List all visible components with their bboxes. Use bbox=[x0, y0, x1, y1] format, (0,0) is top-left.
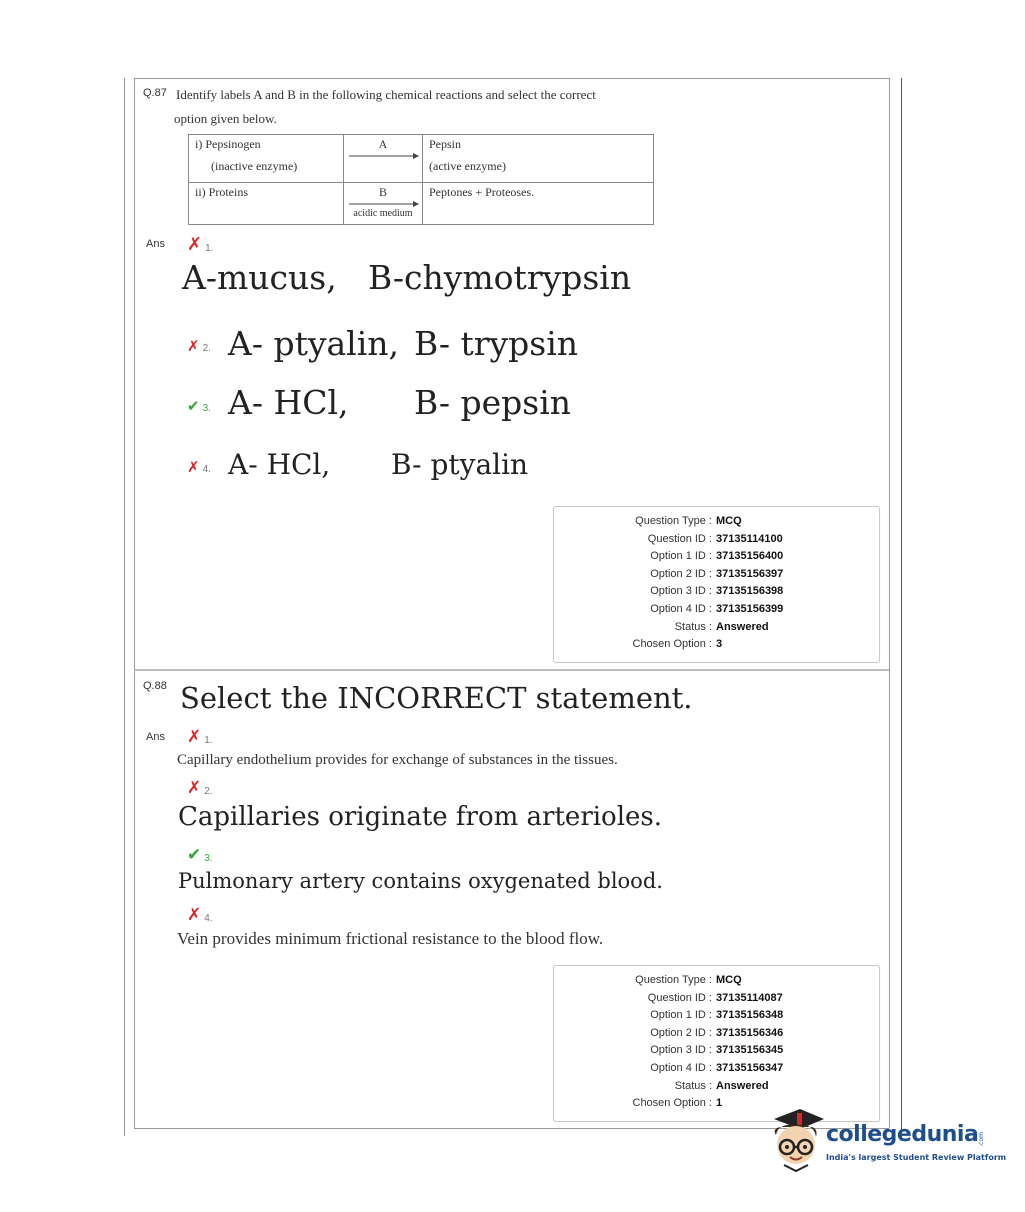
info-value: 37135156347 bbox=[716, 1062, 784, 1074]
reaction-1-arrow-icon bbox=[349, 152, 419, 160]
info-key: Question Type : bbox=[635, 974, 712, 986]
reaction-1-label: A bbox=[378, 137, 388, 151]
option-number: 2. bbox=[204, 786, 213, 797]
option-4-mark bbox=[187, 907, 213, 924]
info-value: 37135156397 bbox=[716, 567, 784, 580]
info-key: Chosen Option : bbox=[632, 638, 712, 651]
info-key: Question Type : bbox=[635, 515, 712, 527]
question-text-line2: option given below. bbox=[174, 111, 277, 126]
reaction-table bbox=[188, 134, 654, 225]
info-key: Option 4 ID : bbox=[650, 1062, 712, 1074]
option-3-mark bbox=[187, 847, 213, 864]
reaction-2-left-cell bbox=[189, 183, 344, 225]
option-number: 1. bbox=[205, 243, 214, 254]
reaction-1-right-cell bbox=[423, 135, 654, 183]
info-row bbox=[554, 1078, 879, 1096]
logo-suffix: .com bbox=[978, 1132, 986, 1147]
option-1-text: Capillary endothelium provides for exchange of substances in the tissues. bbox=[177, 752, 618, 768]
reaction-1-product-note: (active enzyme) bbox=[429, 159, 506, 173]
reaction-1-product: Pepsin bbox=[429, 137, 462, 151]
info-key: Option 1 ID : bbox=[650, 1009, 712, 1022]
reaction-2-condition: acidic medium bbox=[353, 208, 413, 219]
cross-icon: ✗ bbox=[187, 234, 203, 255]
info-key: Option 3 ID : bbox=[650, 585, 712, 598]
mascot-icon bbox=[766, 1105, 824, 1173]
reaction-2-arrow-icon bbox=[349, 200, 419, 208]
info-value: MCQ bbox=[716, 515, 742, 527]
reaction-2-label: B bbox=[378, 185, 387, 199]
answer-label: Ans bbox=[146, 731, 165, 743]
reaction-2-product: Peptones + Proteoses. bbox=[429, 185, 535, 199]
option-4-a: A- HCl, bbox=[228, 448, 331, 481]
info-row bbox=[554, 990, 879, 1008]
info-key: Status : bbox=[674, 620, 712, 633]
info-value: 37135114100 bbox=[716, 532, 783, 545]
option-number: 4. bbox=[204, 913, 213, 924]
frame-left bbox=[124, 78, 125, 1136]
info-key: Option 2 ID : bbox=[650, 567, 712, 580]
logo-wordmark bbox=[826, 1123, 985, 1147]
option-2-b: B- trypsin bbox=[414, 324, 579, 363]
cross-icon: ✗ bbox=[187, 905, 202, 925]
info-key: Question ID : bbox=[647, 991, 712, 1004]
info-value: Answered bbox=[716, 1079, 769, 1092]
option-4-mark bbox=[187, 460, 211, 475]
option-3-b: B- pepsin bbox=[414, 383, 572, 422]
info-key: Status : bbox=[674, 1079, 712, 1092]
cross-icon: ✗ bbox=[187, 778, 202, 798]
info-row bbox=[554, 548, 879, 566]
option-2-mark bbox=[187, 339, 211, 354]
question-info-panel bbox=[553, 506, 880, 663]
question-divider bbox=[134, 669, 889, 671]
option-1-a: A-mucus, bbox=[182, 258, 337, 297]
logo-name: collegedunia bbox=[826, 1122, 979, 1147]
tick-icon: ✔ bbox=[187, 845, 202, 865]
info-value: 3 bbox=[716, 638, 723, 651]
info-row bbox=[554, 1042, 879, 1060]
question-text: Select the INCORRECT statement. bbox=[180, 681, 693, 715]
option-3-text: Pulmonary artery contains oxygenated blood. bbox=[178, 869, 663, 893]
option-2-text: Capillaries originate from arterioles. bbox=[178, 802, 663, 832]
info-row bbox=[554, 513, 879, 531]
frame-top bbox=[134, 78, 889, 79]
option-2-mark bbox=[187, 780, 213, 797]
info-value: Answered bbox=[716, 620, 769, 633]
cross-icon: ✗ bbox=[187, 337, 200, 355]
question-number: Q.88 bbox=[143, 680, 167, 692]
info-key: Option 4 ID : bbox=[650, 603, 712, 615]
question-text-line1: Identify labels A and B in the following chemical reactions and select the correct bbox=[176, 87, 596, 102]
info-value: 37135156348 bbox=[716, 1009, 784, 1022]
option-number: 3. bbox=[202, 403, 211, 414]
info-row bbox=[554, 636, 879, 654]
frame-right-inner bbox=[889, 78, 890, 1128]
option-2-a: A- ptyalin, bbox=[228, 324, 400, 363]
tick-icon: ✔ bbox=[187, 397, 200, 415]
frame-right-outer bbox=[901, 78, 902, 1138]
info-row bbox=[554, 583, 879, 601]
info-key: Option 1 ID : bbox=[650, 550, 712, 563]
info-key: Chosen Option : bbox=[632, 1097, 712, 1110]
option-4-text: Vein provides minimum frictional resistance to the blood flow. bbox=[177, 929, 604, 948]
reaction-2-right-cell bbox=[423, 183, 654, 225]
option-4-b: B- ptyalin bbox=[391, 448, 529, 481]
option-1-b: B-chymotrypsin bbox=[368, 258, 632, 297]
info-row bbox=[554, 531, 879, 549]
info-value: 37135156346 bbox=[716, 1026, 784, 1039]
info-key: Question ID : bbox=[647, 532, 712, 545]
option-1-mark bbox=[187, 729, 213, 746]
info-row bbox=[554, 566, 879, 584]
option-3-mark bbox=[187, 399, 211, 414]
option-number: 4. bbox=[202, 464, 211, 475]
info-value: 37135114087 bbox=[716, 991, 783, 1004]
info-row bbox=[554, 972, 879, 990]
reaction-2-arrow-cell bbox=[344, 183, 423, 225]
info-value: 37135156345 bbox=[716, 1044, 784, 1057]
info-row bbox=[554, 1007, 879, 1025]
info-value: 37135156400 bbox=[716, 550, 784, 563]
question-info-panel bbox=[553, 965, 880, 1122]
logo-tagline: India's largest Student Review Platform bbox=[826, 1153, 1007, 1162]
info-row bbox=[554, 1060, 879, 1078]
reaction-2-substrate: ii) Proteins bbox=[195, 185, 248, 199]
reaction-1-substrate-note: (inactive enzyme) bbox=[211, 159, 298, 173]
option-number: 1. bbox=[204, 735, 213, 746]
info-value: 37135156398 bbox=[716, 585, 784, 598]
collegedunia-logo[interactable] bbox=[766, 1105, 1007, 1177]
option-number: 3. bbox=[204, 853, 213, 864]
option-number: 2. bbox=[202, 343, 211, 354]
info-key: Option 2 ID : bbox=[650, 1026, 712, 1039]
option-1-mark bbox=[187, 236, 213, 254]
cross-icon: ✗ bbox=[187, 458, 200, 476]
info-value: MCQ bbox=[716, 974, 742, 986]
frame-left-inner bbox=[134, 78, 135, 1128]
answer-label: Ans bbox=[146, 238, 165, 250]
info-row bbox=[554, 1025, 879, 1043]
info-value: 37135156399 bbox=[716, 603, 784, 615]
reaction-1-arrow-cell bbox=[344, 135, 423, 183]
info-value: 1 bbox=[716, 1097, 723, 1110]
reaction-1-left-cell bbox=[189, 135, 344, 183]
question-number: Q.87 bbox=[143, 87, 167, 99]
info-row bbox=[554, 601, 879, 619]
info-row bbox=[554, 619, 879, 637]
cross-icon: ✗ bbox=[187, 727, 202, 747]
option-3-a: A- HCl, bbox=[228, 383, 349, 422]
info-key: Option 3 ID : bbox=[650, 1044, 712, 1057]
reaction-1-substrate: i) Pepsinogen bbox=[195, 137, 261, 151]
